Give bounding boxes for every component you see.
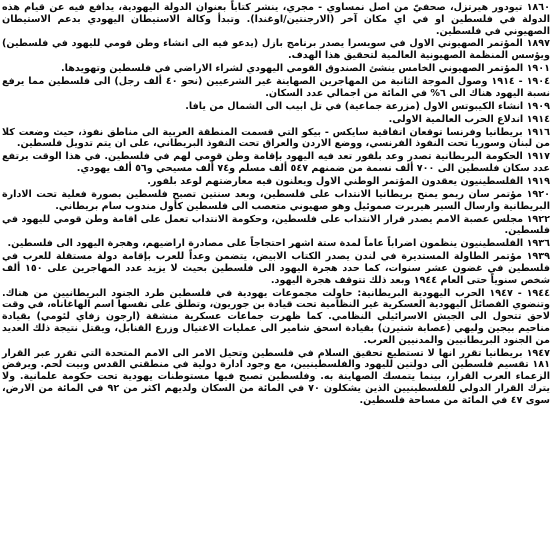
entry-1922-league-of-nations: ١٩٢٢ مجلس عصبة الامم يصدر قرار الانتداب على فلسطين، وحكومة الانتداب تعمل على اقامة وطن قومي لليهود في فلسطين. xyxy=(2,213,550,237)
entry-1909-first-kibbutz: ١٩٠٩ انشاء الكيبوتس الاول (مزرعة جماعية) في تل ابيب الى الشمال من يافا. xyxy=(185,100,550,112)
entry-1947-partition-plan: ١٩٤٧ بريطانيا تقرر انها لا تستطيع تحقيق السلام في فلسطين وتحيل الامر الى الامم المتحدة التي تقرر عبر القرار ١٨١ تقسيم فلسطين الى دولتين لليهود والفلسطينيين، مع وجود ادارة دولية في منطقتي القدس وبيت لحم. ويرفض الزعماء العرب القرار، بينما يتمسك الصهاينة به. وفلسطين تصبح فيها مستوطنات يهودية تحت حكومة علمانية. ولا يترك القرار الدولي للفلسطينيين الذين يشكلون ٧٠ في المائة من السكان ولديهم اكثر من ٩٢ في المائة من الارض، سوى ٤٧ في المائة من مساحة فلسطين. xyxy=(2,347,551,406)
entry-1897-basel-congress: ١٨٩٧ المؤتمر الصهيوني الاول في سويسرا يصدر برنامج بازل (يدعو فيه الى انشاء وطن قومي لليهود في فلسطين) ويؤسس المنظمة الصهيونية العالمية لتحقيق هذا الهدف. xyxy=(2,38,550,62)
entry-1904-1914-second-wave: ١٩٠٤ - ١٩١٤ وصول الموجة الثانية من المهاجرين الصهاينة غير الشرعيين (نحو ٤٠ ألف رجل) الى فلسطين مما يرفع نسبة اليهود هناك الى ٦% في المائة من اجمالي عدد السكان. xyxy=(2,76,550,99)
entry-1914-world-war-one: ١٩١٤ اندلاع الحرب العالمية الاولى. xyxy=(388,113,550,125)
entry-1860-herzl: ١٨٦٠ تيودور هيرتزل، صحفيّ من اصل نمساوي - مجري، ينشر كتاباً بعنوان الدولة اليهودية، يدافع فيه عن قيام هذه الدولة في فلسطين او في اي مكان آخر (الارجنتين/اوغندا). وتبدأ وكالة الاستيطان اليهودي بدعم الاستيطان الصهيوني في فلسطين. xyxy=(2,2,550,37)
entry-1920-san-remo: ١٩٢٠ مؤتمر سان ريمو يمنح بريطانيا الانتداب على فلسطين، وبعد سنتين تصبح فلسطين بصورة فعلية تحت الادارة البريطانية وارسال السير هيربرت صموئيل وهو صهيوني متعصب الى فلسطين كأول مندوب سام بريطاني. xyxy=(2,188,550,212)
entry-1901-fifth-congress: ١٩٠١ المؤتمر الصهيوني الخامس ينشئ الصندوق القومي اليهودي لشراء الاراضي في فلسطين وتهويدها. xyxy=(61,63,550,75)
entry-1944-1947-jewish-british-war: ١٩٤٤ - ١٩٤٧ الحرب اليهودية البريطانية: حاولت مجموعات يهودية في فلسطين طرد الجنود البريطانيين من هناك. وتنضوي الفصائل اليهودية العسكرية غير النظامية تحت قيادة بن جوريون، وتطلق على نفسها اسم الهاغاناه، في وقت لاحق تتحول الى الجيش الاسرائيلي النظامي. كما ظهرت جماعات عسكرية منشقة (ارجون زفاي لئومي) بقيادة مناحيم بيجين وليهي (عصابة شتيرن) بقيادة اسحق شامير الى عمليات الاغتيال وزرع القنابل، ويقتل نتيجة ذلك العديد من الجنود البريطانيين والمدنيين العرب. xyxy=(2,287,550,346)
entry-1916-sykes-picot: ١٩١٦ بريطانيا وفرنسا توقعان اتفاقية سايكس - بيكو التي قسمت المنطقة العربية الى مناطق نفوذ، حيث وضعت كلا من لبنان وسوريا تحت النفوذ الفرنسي، ووضع الاردن والعراق تحت النفوذ البريطاني، على ان يتم تدويل فلسطين. xyxy=(2,126,550,150)
entry-1936-general-strike: ١٩٣٦ الفلسطينيون ينظمون اضراباً عاماً لمدة ستة اشهر احتجاجاً على مصادرة اراضيهم، وهجرة اليهود الى فلسطين. xyxy=(7,238,550,250)
entry-1919-national-conference: ١٩١٩ الفلسطينيون يعقدون المؤتمر الوطني الاول ويعلنون فيه معارضتهم لوعد بلفور. xyxy=(147,176,550,187)
entry-1917-balfour: ١٩١٧ الحكومة البريطانية تصدر وعد بلفور تعد فيه اليهود بإقامة وطن قومي لهم في فلسطين. في هذا الوقت يرتفع عدد سكان فلسطين الى ٧٠٠ ألف نسمة من ضمنهم ٥٤٧ ألف مسلم و٧٤ ألف مسيحي و٥٦ ألف يهودي. xyxy=(2,151,550,175)
entry-1939-white-paper: ١٩٣٩ مؤتمر الطاولة المستديرة في لندن يصدر الكتاب الابيض، يتضمن وعداً للعرب بإقامة دولة مستقلة للعرب في فلسطين في غضون عشر سنوات، كما حدد هجرة اليهود الى فلسطين بحيث لا يزيد عدد المهاجرين على ١٥٠ ألف شخص سنوياً حتى العام ١٩٤٤ وبعد ذلك تتوقف هجرة اليهود. xyxy=(2,251,551,286)
